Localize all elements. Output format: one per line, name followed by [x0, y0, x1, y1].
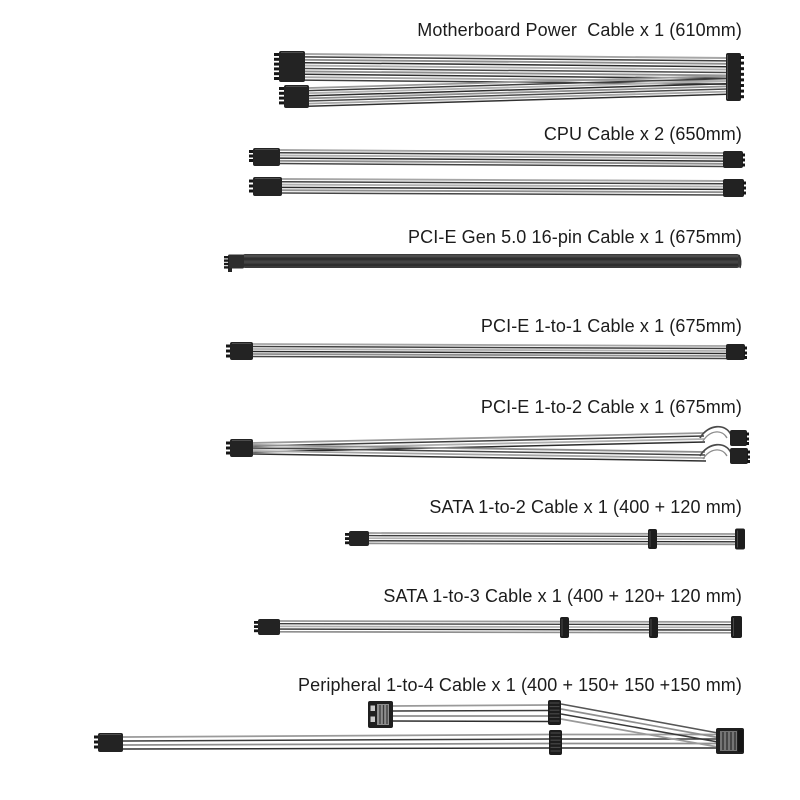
cable-label-pcie-1to1: PCI-E 1-to-1 Cable x 1 (675mm) [480, 316, 742, 336]
wire-bundle [279, 150, 724, 167]
eps-connector-right-1 [723, 151, 745, 168]
wire-bundle [393, 705, 549, 722]
pcie-connector-right-bottom [730, 448, 750, 464]
cable-label-pcie-1to2: PCI-E 1-to-2 Cable x 1 (675mm) [480, 397, 742, 417]
wire-bundle [561, 704, 718, 747]
sense-wire-loop-top [700, 427, 731, 441]
atx-connector-left-bottom [279, 85, 309, 108]
pcie-gen5-cable-illustration [224, 254, 741, 272]
wire-bundle [252, 433, 706, 461]
wire-bundle [252, 344, 727, 359]
eps-connector-right-2 [723, 179, 746, 197]
cable-label-sata-1to3: SATA 1-to-3 Cable x 1 (400 + 120+ 120 mm) [383, 586, 742, 606]
eps-connector-left-2 [249, 177, 282, 196]
sata-connector-mid [648, 529, 657, 549]
cable-label-cpu: CPU Cable x 2 (650mm) [543, 124, 742, 144]
sata-connector-end [735, 529, 745, 550]
sata-psu-connector-left [254, 619, 280, 635]
pcie-connector-left [226, 439, 253, 457]
pcie-connector-right [726, 344, 747, 360]
cable-label-sata-1to2: SATA 1-to-2 Cable x 1 (400 + 120 mm) [429, 497, 742, 517]
sata-connector-mid-2 [649, 617, 658, 638]
pcie-1to2-cable-illustration [226, 427, 750, 464]
molex-connector-mid-top [548, 700, 561, 725]
wire-bundle [122, 735, 550, 750]
cable-label-motherboard-power: Motherboard Power Cable x 1 (610mm) [417, 20, 742, 40]
pcie-1to1-cable-illustration [226, 342, 747, 360]
sata-connector-mid-1 [560, 617, 569, 638]
cable-label-peripheral-1to4: Peripheral 1-to-4 Cable x 1 (400 + 150+ 150 +150 mm) [298, 675, 742, 695]
eps-connector-left-1 [249, 148, 280, 166]
gen5-connector-left [224, 255, 244, 273]
sata-1to2-cable-illustration [345, 529, 745, 550]
wire-bundle [368, 533, 740, 544]
wire-bundle [562, 735, 718, 749]
atx-connector-right-24pin [726, 53, 744, 101]
cpu-cable-illustration [249, 148, 746, 197]
pcie-connector-right-top [730, 430, 749, 446]
sata-psu-connector-left [345, 531, 369, 546]
molex-connector-mid-bottom [549, 730, 562, 755]
wire-bundle [281, 179, 724, 195]
wire-bundle [304, 54, 727, 84]
pcie-connector-left [226, 342, 253, 360]
wire-bundle [279, 621, 736, 633]
sata-1to3-cable-illustration [254, 616, 742, 638]
motherboard-power-cable-illustration [274, 51, 744, 108]
peripheral-psu-connector [94, 733, 123, 752]
molex-connector-top-left [368, 701, 393, 728]
peripheral-1to4-cable-illustration [94, 700, 744, 755]
atx-connector-left-top [274, 51, 305, 82]
sata-connector-end [731, 616, 742, 638]
cable-label-pcie-gen5: PCI-E Gen 5.0 16-pin Cable x 1 (675mm) [408, 227, 742, 247]
molex-connector-right [716, 728, 744, 754]
